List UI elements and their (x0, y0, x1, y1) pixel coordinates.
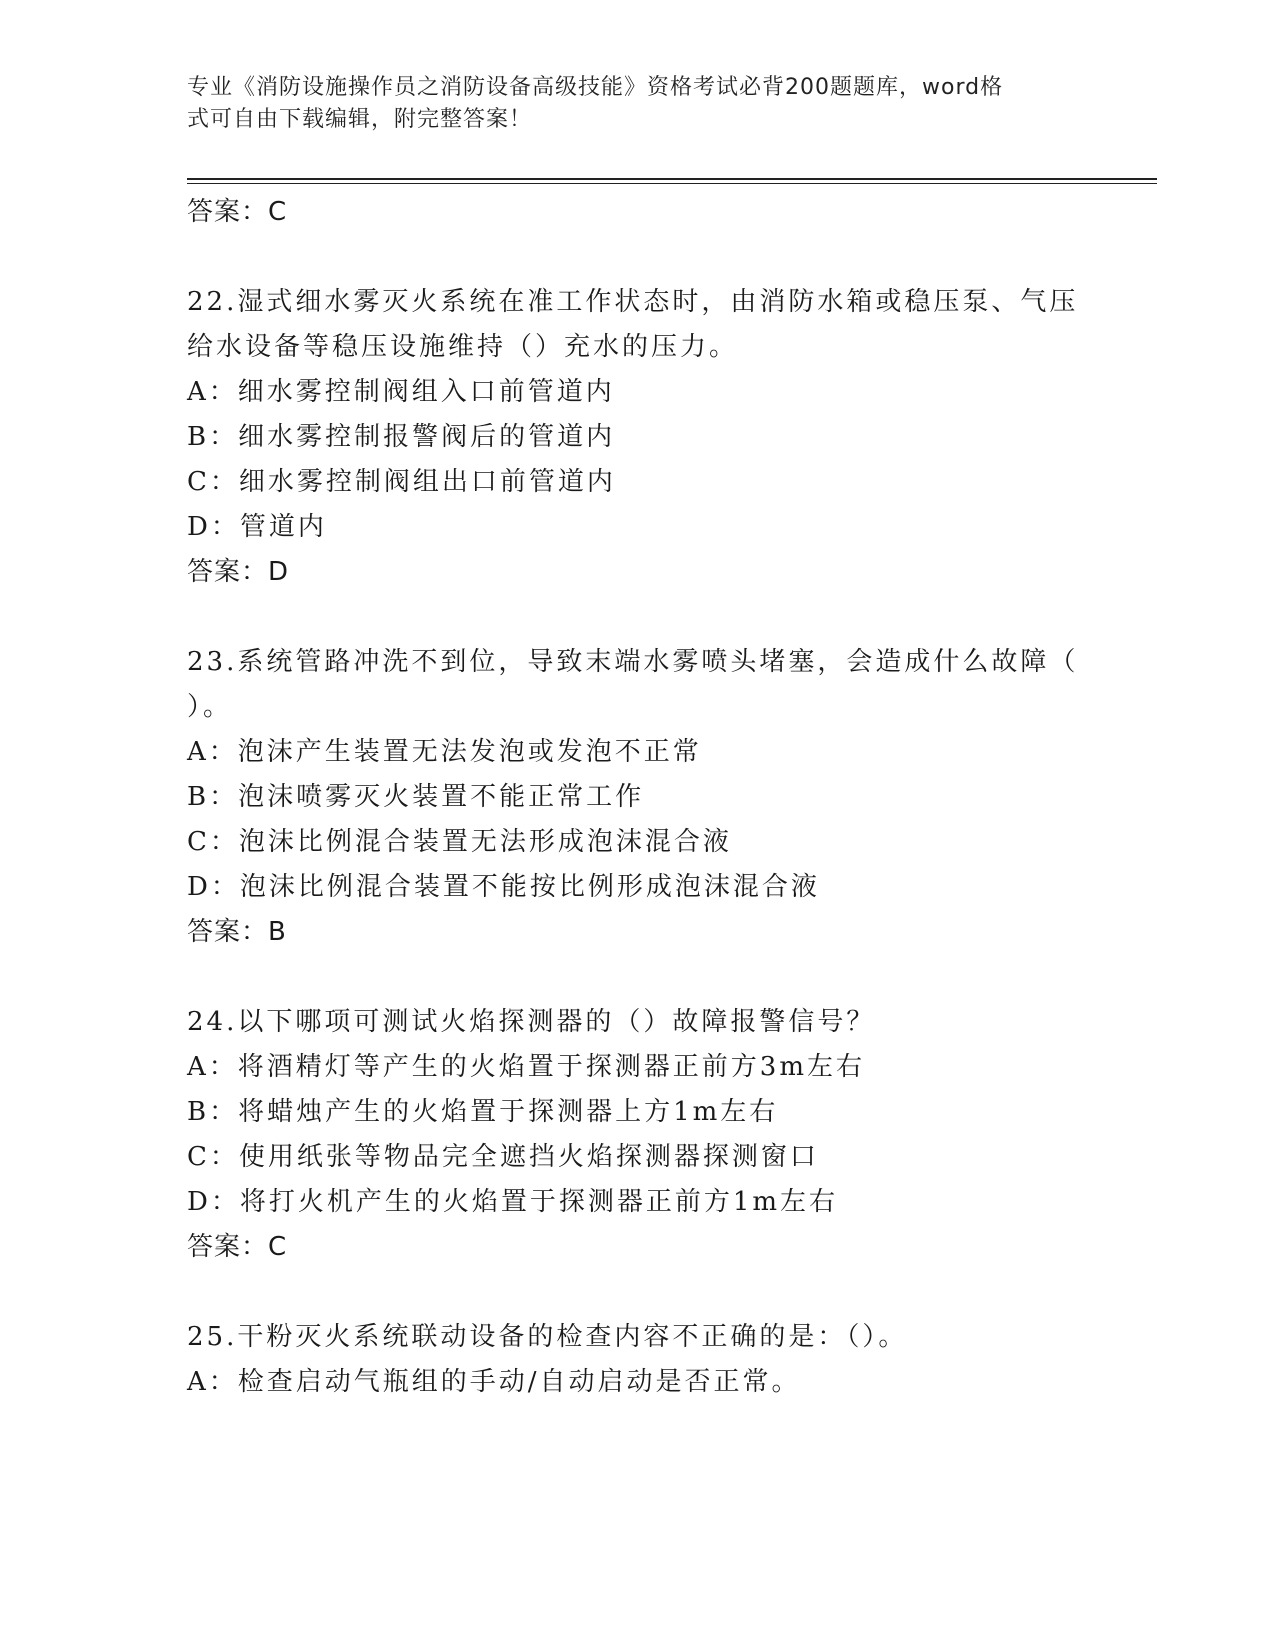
question-stem: 22.湿式细水雾灭火系统在准工作状态时，由消防水箱或稳压泵、气压 (187, 287, 1079, 317)
option-b: B：泡沫喷雾灭火装置不能正常工作 (187, 782, 645, 812)
question-stem-continued: 给水设备等稳压设施维持（）充水的压力。 (187, 332, 739, 362)
answer-line: 答案：D (187, 557, 290, 587)
previous-answer: 答案：C (187, 197, 288, 227)
question-block (187, 280, 1087, 595)
spacer (187, 955, 1087, 1000)
question-stem: 23.系统管路冲洗不到位，导致末端水雾喷头堵塞，会造成什么故障（ (187, 647, 1079, 677)
question-block (187, 1315, 1087, 1405)
option-c: C：细水雾控制阀组出口前管道内 (187, 467, 616, 497)
header-divider-thin (187, 183, 1157, 184)
question-stem-continued: ）。 (187, 692, 233, 722)
header-line-1: 专业《消防设施操作员之消防设备高级技能》资格考试必背200题题库，word格 (187, 75, 1004, 100)
document-header (187, 72, 1067, 136)
option-d: D：泡沫比例混合装置不能按比例形成泡沫混合液 (187, 872, 820, 902)
option-b: B：将蜡烛产生的火焰置于探测器上方1m左右 (187, 1097, 779, 1127)
option-c: C：使用纸张等物品完全遮挡火焰探测器探测窗口 (187, 1142, 819, 1172)
spacer (187, 595, 1087, 640)
option-d: D：将打火机产生的火焰置于探测器正前方1m左右 (187, 1187, 839, 1217)
spacer (187, 235, 1087, 280)
option-c: C：泡沫比例混合装置无法形成泡沫混合液 (187, 827, 732, 857)
question-stem: 25.干粉灭火系统联动设备的检查内容不正确的是：（）。 (187, 1322, 908, 1352)
header-divider-thick (187, 178, 1157, 180)
answer-line: 答案：B (187, 917, 287, 947)
option-a: A：将酒精灯等产生的火焰置于探测器正前方3m左右 (187, 1052, 865, 1082)
answer-line: 答案：C (187, 1232, 288, 1262)
option-a: A：泡沫产生装置无法发泡或发泡不正常 (187, 737, 702, 767)
question-block (187, 1000, 1087, 1270)
question-stem: 24.以下哪项可测试火焰探测器的（）故障报警信号？ (187, 1007, 876, 1037)
option-d: D：管道内 (187, 512, 327, 542)
header-line-2: 式可自由下载编辑，附完整答案！ (187, 107, 533, 132)
option-a: A：细水雾控制阀组入口前管道内 (187, 377, 615, 407)
option-a: A：检查启动气瓶组的手动/自动启动是否正常。 (187, 1367, 801, 1397)
option-b: B：细水雾控制报警阀后的管道内 (187, 422, 616, 452)
question-list (187, 190, 1087, 1405)
question-block (187, 640, 1087, 955)
spacer (187, 1270, 1087, 1315)
